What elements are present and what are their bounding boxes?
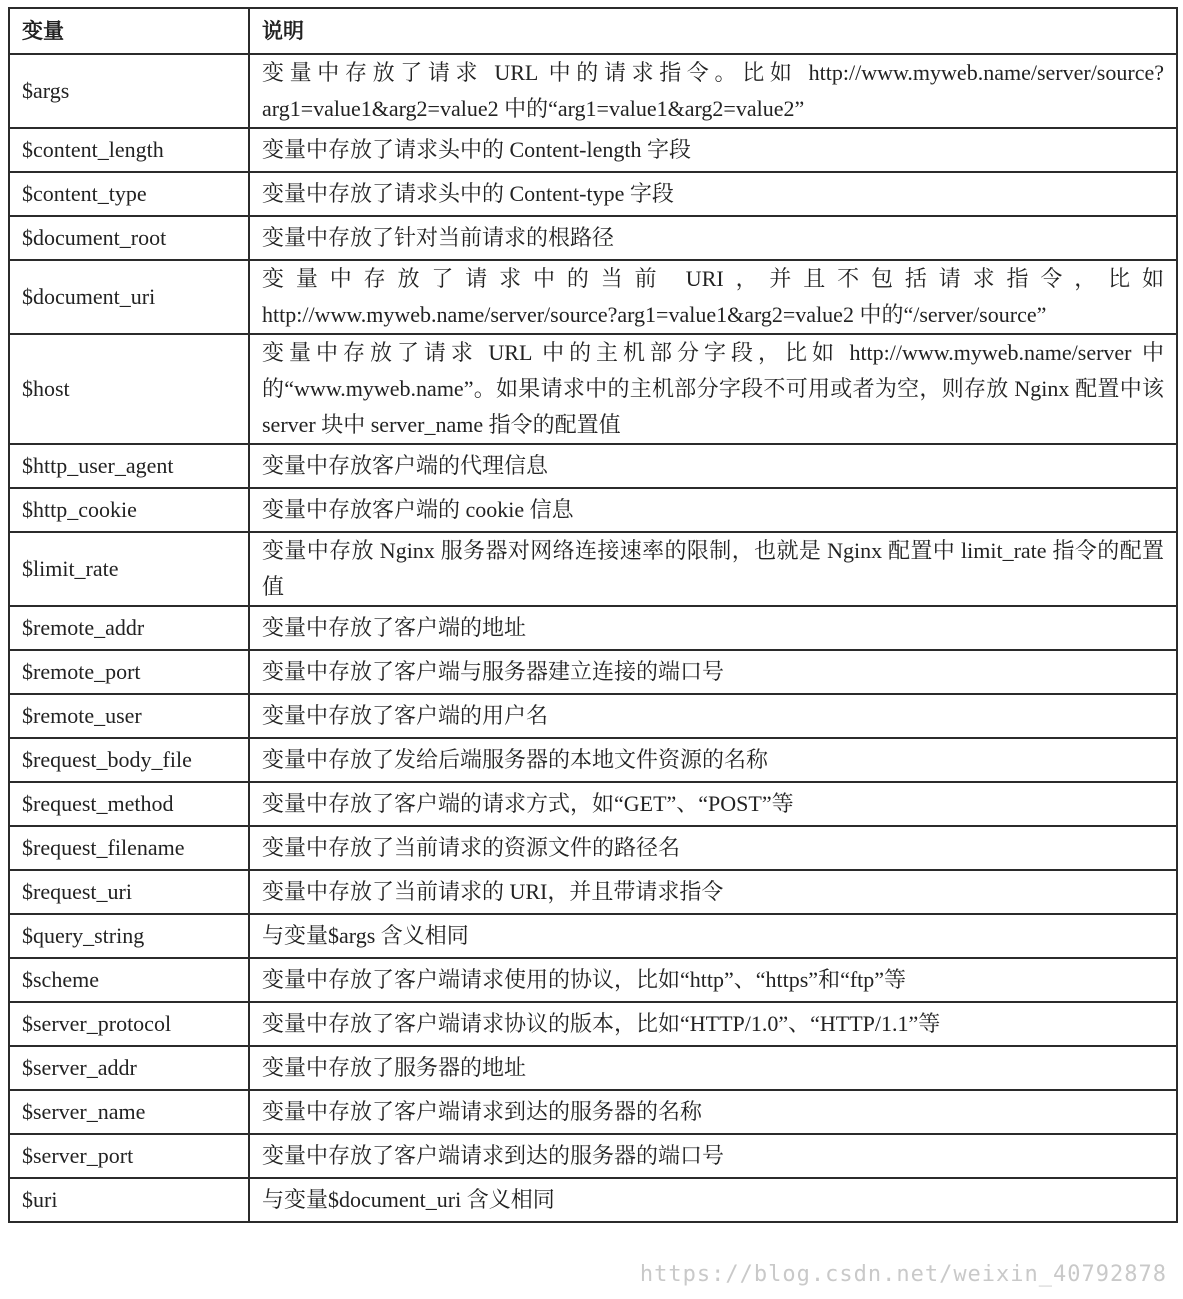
- description-cell: 变量中存放了客户端与服务器建立连接的端口号: [249, 650, 1177, 694]
- variable-cell: $request_filename: [9, 826, 249, 870]
- variable-cell: $host: [9, 334, 249, 444]
- table-row: [9, 782, 1177, 826]
- description-cell: 变量中存放了客户端请求到达的服务器的名称: [249, 1090, 1177, 1134]
- variable-cell: $remote_user: [9, 694, 249, 738]
- header-description: 说明: [249, 8, 1177, 54]
- variable-cell: $request_uri: [9, 870, 249, 914]
- table-row: [9, 1046, 1177, 1090]
- table-row: [9, 826, 1177, 870]
- variable-cell: $limit_rate: [9, 532, 249, 606]
- table-row: [9, 54, 1177, 128]
- description-cell: 变量中存放客户端的 cookie 信息: [249, 488, 1177, 532]
- table-row: [9, 1178, 1177, 1222]
- description-cell: 变量中存放了服务器的地址: [249, 1046, 1177, 1090]
- table-row: [9, 694, 1177, 738]
- variable-cell: $server_addr: [9, 1046, 249, 1090]
- variable-cell: $http_cookie: [9, 488, 249, 532]
- table-row: [9, 172, 1177, 216]
- description-cell: 变量中存放 Nginx 服务器对网络连接速率的限制，也就是 Nginx 配置中 limit_rate 指令的配置值: [249, 532, 1177, 606]
- table-row: [9, 914, 1177, 958]
- description-cell: 变量中存放了请求 URL 中的请求指令。比如 http://www.myweb.name/server/source?arg1=value1&arg2=value2 中的“arg1=value1&arg2=value2”: [249, 54, 1177, 128]
- table-row: [9, 128, 1177, 172]
- table-row: [9, 488, 1177, 532]
- description-cell: 变量中存放客户端的代理信息: [249, 444, 1177, 488]
- description-cell: 变量中存放了发给后端服务器的本地文件资源的名称: [249, 738, 1177, 782]
- variable-cell: $document_uri: [9, 260, 249, 334]
- variable-cell: $server_protocol: [9, 1002, 249, 1046]
- description-cell: 变量中存放了客户端的地址: [249, 606, 1177, 650]
- description-cell: 变量中存放了客户端请求到达的服务器的端口号: [249, 1134, 1177, 1178]
- variable-cell: $request_method: [9, 782, 249, 826]
- description-cell: 变量中存放了客户端的用户名: [249, 694, 1177, 738]
- table-row: [9, 606, 1177, 650]
- description-cell: 变量中存放了请求中的当前 URI，并且不包括请求指令，比如 http://www.myweb.name/server/source?arg1=value1&arg2=value2 中的“/server/source”: [249, 260, 1177, 334]
- nginx-variables-table-container: [8, 7, 1176, 1223]
- description-cell: 变量中存放了客户端请求协议的版本，比如“HTTP/1.0”、“HTTP/1.1”等: [249, 1002, 1177, 1046]
- table-row: [9, 444, 1177, 488]
- variable-cell: $document_root: [9, 216, 249, 260]
- description-cell: 与变量$document_uri 含义相同: [249, 1178, 1177, 1222]
- variable-cell: $scheme: [9, 958, 249, 1002]
- table-row: [9, 216, 1177, 260]
- table-row: [9, 532, 1177, 606]
- table-row: [9, 738, 1177, 782]
- variable-cell: $content_type: [9, 172, 249, 216]
- variable-cell: $http_user_agent: [9, 444, 249, 488]
- table-row: [9, 650, 1177, 694]
- description-cell: 变量中存放了客户端的请求方式，如“GET”、“POST”等: [249, 782, 1177, 826]
- table-row: [9, 1002, 1177, 1046]
- table-row: [9, 260, 1177, 334]
- table-row: [9, 1090, 1177, 1134]
- table-row: [9, 334, 1177, 444]
- table-header-row: [9, 8, 1177, 54]
- variable-cell: $remote_port: [9, 650, 249, 694]
- variable-cell: $uri: [9, 1178, 249, 1222]
- variable-cell: $server_port: [9, 1134, 249, 1178]
- variable-cell: $content_length: [9, 128, 249, 172]
- description-cell: 变量中存放了客户端请求使用的协议，比如“http”、“https”和“ftp”等: [249, 958, 1177, 1002]
- header-variable: 变量: [9, 8, 249, 54]
- description-cell: 变量中存放了当前请求的 URI，并且带请求指令: [249, 870, 1177, 914]
- variable-cell: $remote_addr: [9, 606, 249, 650]
- description-cell: 变量中存放了请求头中的 Content-length 字段: [249, 128, 1177, 172]
- table-row: [9, 958, 1177, 1002]
- variable-cell: $request_body_file: [9, 738, 249, 782]
- table-row: [9, 870, 1177, 914]
- watermark-text: https://blog.csdn.net/weixin_40792878: [639, 1262, 1167, 1287]
- description-cell: 变量中存放了当前请求的资源文件的路径名: [249, 826, 1177, 870]
- variable-cell: $args: [9, 54, 249, 128]
- description-cell: 变量中存放了请求 URL 中的主机部分字段，比如 http://www.myweb.name/server 中的“www.myweb.name”。如果请求中的主机部分字段不可用或者为空，则存放 Nginx 配置中该 server 块中 server_name 指令的配置值: [249, 334, 1177, 444]
- description-cell: 与变量$args 含义相同: [249, 914, 1177, 958]
- variable-cell: $server_name: [9, 1090, 249, 1134]
- nginx-variables-table: [8, 7, 1178, 1223]
- description-cell: 变量中存放了针对当前请求的根路径: [249, 216, 1177, 260]
- description-cell: 变量中存放了请求头中的 Content-type 字段: [249, 172, 1177, 216]
- table-row: [9, 1134, 1177, 1178]
- variable-cell: $query_string: [9, 914, 249, 958]
